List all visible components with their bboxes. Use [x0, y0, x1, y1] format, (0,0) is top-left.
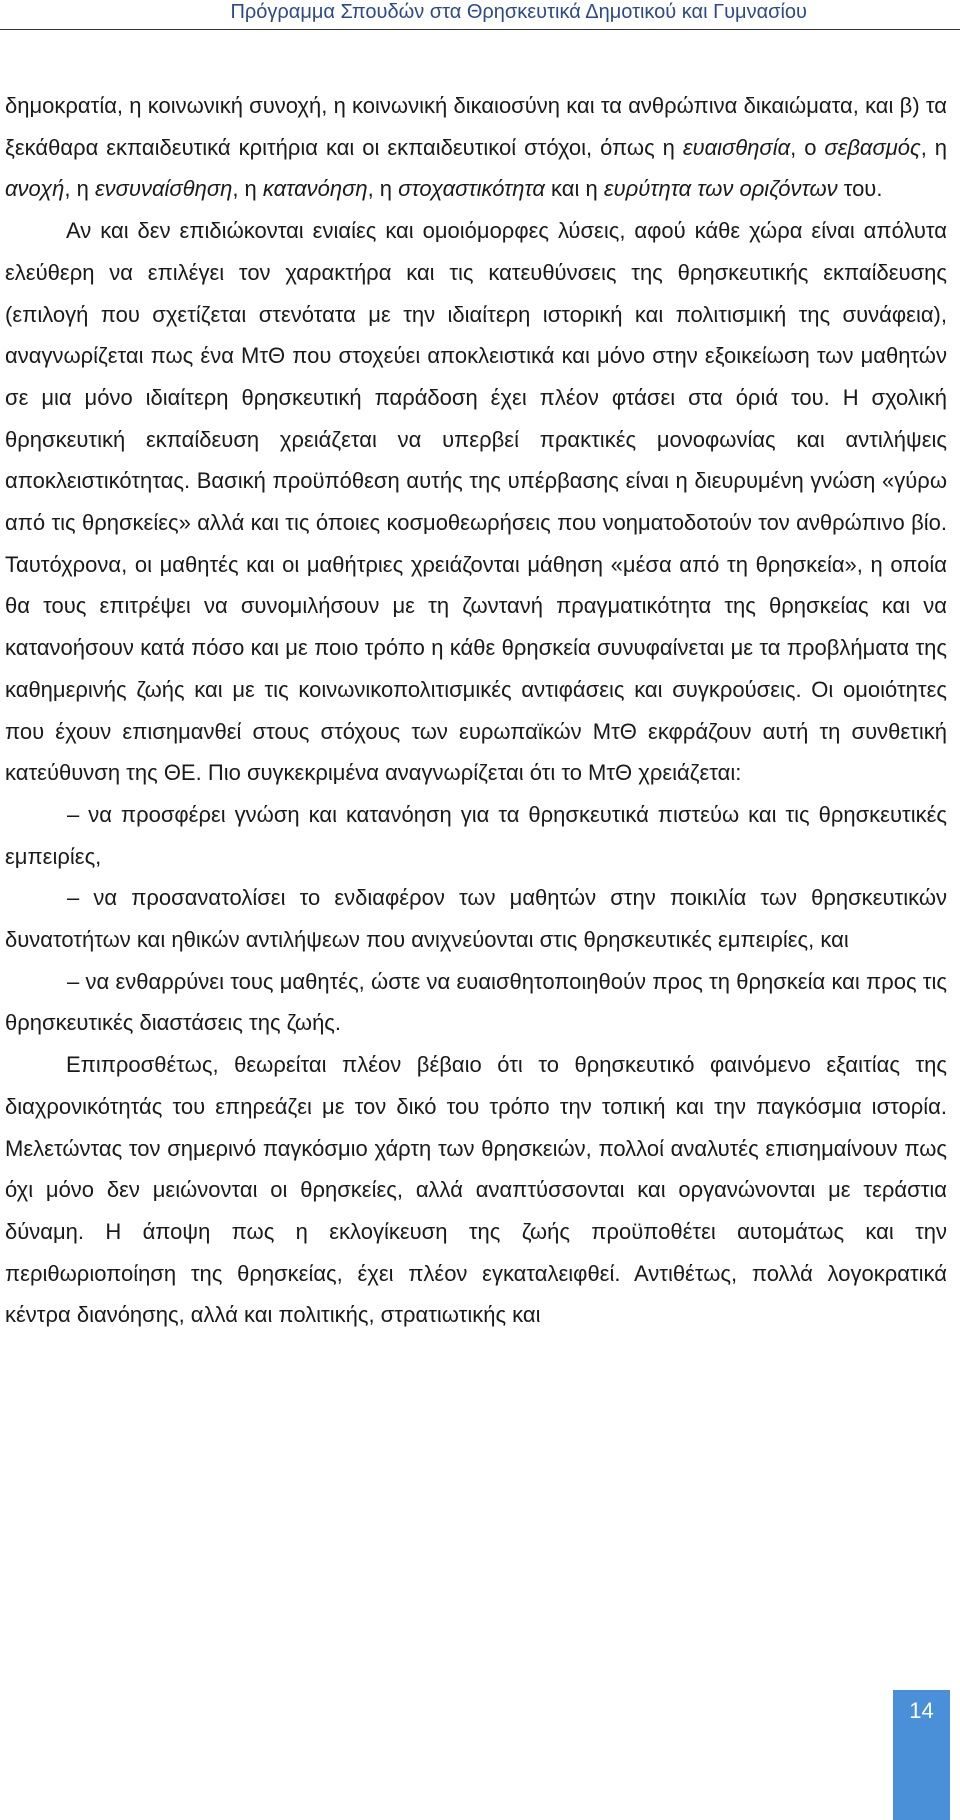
- emphasis: σεβασμός: [824, 134, 921, 160]
- emphasis: ανοχή: [5, 176, 65, 202]
- emphasis: ενσυναίσθηση: [94, 176, 233, 202]
- emphasis: ευαισθησία: [682, 134, 791, 160]
- bullet-item-3: – να ενθαρρύνει τους μαθητές, ώστε να ευαισθητοποιηθούν προς τη θρησκεία και προς τις θρησκευτικές διαστάσεις της ζωής.: [5, 968, 947, 1036]
- text-run: δημοκρατία, η κοινωνική συνοχή, η κοινωνική δικαιοσύνη και τα ανθρώπινα δικαιώματα, και β) τα ξεκάθαρα εκπαιδευτικά κριτήρια και οι εκπαιδευτικοί στόχοι, όπως η: [5, 93, 947, 160]
- paragraph-2: Αν και δεν επιδιώκονται ενιαίες και ομοιόμορφες λύσεις, αφού κάθε χώρα είναι απόλυτα ελεύθερη να επιλέγει τον χαρακτήρα και τις κατευθύνσεις της θρησκευτικής εκπαίδευσης (επιλογή που σχετίζεται στενότατα με την ιδιαίτερη ιστορική και πολιτισμική της συνάφεια), αναγνωρίζεται πως ένα ΜτΘ που στοχεύει αποκλειστικά και μόνο στην εξοικείωση των μαθητών σε μια μόνο ιδιαίτερη θρησκευτική παράδοση έχει πλέον φτάσει στα όριά του. Η σχολική θρησκευτική εκπαίδευση χρειάζεται να υπερβεί πρακτικές μονοφωνίας και αντιλήψεις αποκλειστικότητας. Βασική προϋπόθεση αυτής της υπέρβασης είναι η διευρυμένη γνώση «γύρω από τις θρησκείες» αλλά και τις όποιες κοσμοθεωρήσεις που νοηματοδοτούν τον ανθρώπινο βίο. Ταυτόχρονα, οι μαθητές και οι μαθήτριες χρειάζονται μάθηση «μέσα από τη θρησκεία», η οποία θα τους επιτρέψει να συνομιλήσουν με τη ζωντανή πραγματικότητα της θρησκείας και να κατανοήσουν κατά πόσο και με ποιο τρόπο η κάθε θρησκεία συνυφαίνεται με τα προβλήματα της καθημερινής ζωής και με τις κοινωνικοπολιτισμικές αντιφάσεις και συγκρούσεις. Οι ομοιότητες που έχουν επισημανθεί στους στόχους των ευρωπαϊκών ΜτΘ εκφράζουν αυτή τη συνθετική κατεύθυνση της ΘΕ. Πιο συγκεκριμένα αναγνωρίζεται ότι το ΜτΘ χρειάζεται:: [5, 218, 947, 786]
- text-run: , η: [367, 176, 399, 202]
- page-header: [0, 0, 960, 30]
- text-run: , η: [232, 176, 263, 202]
- text-run: του.: [837, 176, 883, 202]
- bullet-item-2: – να προσανατολίσει το ενδιαφέρον των μαθητών στην ποικιλία των θρησκευτικών δυνατοτήτων και ηθικών αντιλήψεων που ανιχνεύονται στις θρησκευτικές εμπειρίες, και: [5, 885, 947, 953]
- text-run: , η: [920, 134, 947, 160]
- bullet-item-1: – να προσφέρει γνώση και κατανόηση για τα θρησκευτικά πιστεύω και τις θρησκευτικές εμπειρίες,: [5, 801, 947, 869]
- text-run: , ο: [790, 134, 825, 160]
- body-text: [5, 85, 947, 1336]
- text-run: , η: [64, 176, 95, 202]
- emphasis: στοχαστικότητα: [398, 176, 545, 202]
- page-number-badge: 14: [893, 1690, 950, 1820]
- text-run: και η: [544, 176, 604, 202]
- paragraph-3: Επιπροσθέτως, θεωρείται πλέον βέβαιο ότι το θρησκευτικό φαινόμενο εξαιτίας της διαχρονικότητάς του επηρεάζει με τον δικό του τρόπο την τοπική και την παγκόσμια ιστορία. Μελετώντας τον σημερινό παγκόσμιο χάρτη των θρησκειών, πολλοί αναλυτές επισημαίνουν πως όχι μόνο δεν μειώνονται οι θρησκείες, αλλά αναπτύσσονται και οργανώνονται με τεράστια δύναμη. Η άποψη πως η εκλογίκευση της ζωής προϋποθέτει αυτομάτως και την περιθωριοποίηση της θρησκείας, έχει πλέον εγκαταλειφθεί. Αντιθέτως, πολλά λογοκρατικά κέντρα διανόησης, αλλά και πολιτικής, στρατιωτικής και: [5, 1052, 947, 1328]
- header-title: Πρόγραμμα Σπουδών στα Θρησκευτικά Δημοτικού και Γυμνασίου: [230, 1, 807, 23]
- emphasis: κατανόηση: [262, 176, 368, 202]
- emphasis: ευρύτητα των οριζόντων: [603, 176, 838, 202]
- paragraph-1: [5, 85, 947, 210]
